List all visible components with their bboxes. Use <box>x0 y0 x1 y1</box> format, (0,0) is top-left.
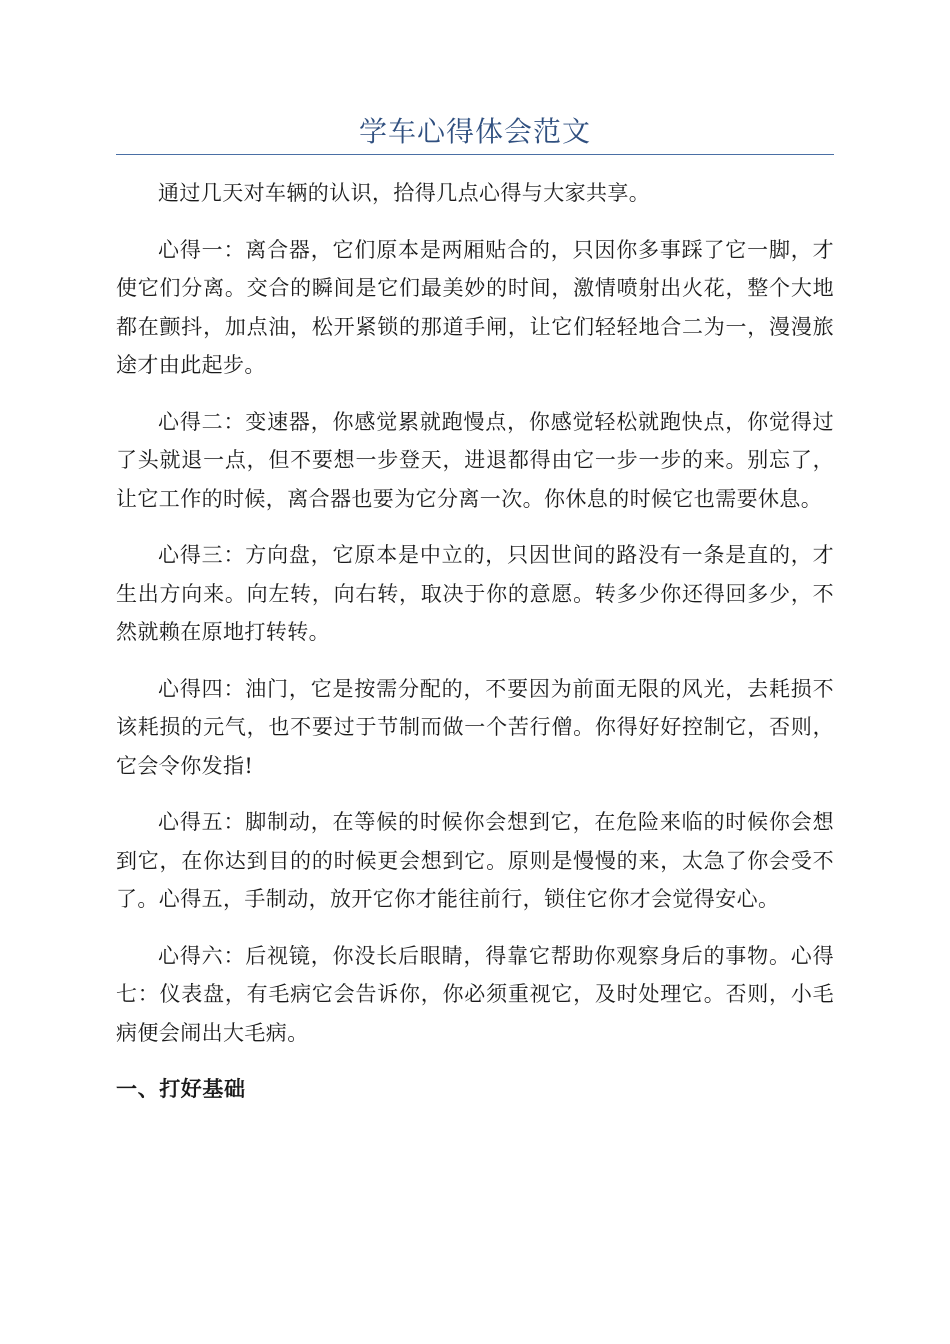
intro-paragraph: 通过几天对车辆的认识，拾得几点心得与大家共享。 <box>158 181 651 205</box>
paragraph-mirror-dashboard: 心得六：后视镜，你没长后眼睛，得靠它帮助你观察身后的事物。心得七：仪表盘，有毛病它会告诉你，你必须重视它，及时处理它。否则，小毛病便会闹出大毛病。 <box>116 943 834 1045</box>
paragraph-throttle: 心得四：油门，它是按需分配的，不要因为前面无限的风光，去耗损不该耗损的元气，也不要过于节制而做一个苦行僧。你得好好控制它，否则，它会令你发指! <box>116 676 834 778</box>
paragraph-clutch: 心得一：离合器，它们原本是两厢贴合的，只因你多事踩了它一脚，才使它们分离。交合的瞬间是它们最美妙的时间，激情喷射出火花，整个大地都在颤抖，加点油，松开紧锁的那道手闸，让它们轻轻地合二为一，漫漫旅途才由此起步。 <box>116 237 834 377</box>
document-title: 学车心得体会范文 <box>358 115 591 148</box>
title-underline <box>116 154 834 155</box>
paragraph-transmission: 心得二：变速器，你感觉累就跑慢点，你感觉轻松就跑快点，你觉得过了头就退一点，但不要想一步登天，进退都得由它一步一步的来。别忘了，让它工作的时候，离合器也要为它分离一次。你休息的时候它也需要休息。 <box>116 409 834 511</box>
paragraph-brakes: 心得五：脚制动，在等候的时候你会想到它，在危险来临的时候你会想到它，在你达到目的的时候更会想到它。原则是慢慢的来，太急了你会受不了。心得五，手制动，放开它你才能往前行，锁住它你才会觉得安心。 <box>116 810 834 911</box>
section-heading: 一、打好基础 <box>116 1077 246 1101</box>
paragraph-steering-wheel: 心得三：方向盘，它原本是中立的，只因世间的路没有一条是直的，才生出方向来。向左转，向右转，取决于你的意愿。转多少你还得回多少，不然就赖在原地打转转。 <box>116 543 834 644</box>
document-body <box>116 174 834 1108</box>
